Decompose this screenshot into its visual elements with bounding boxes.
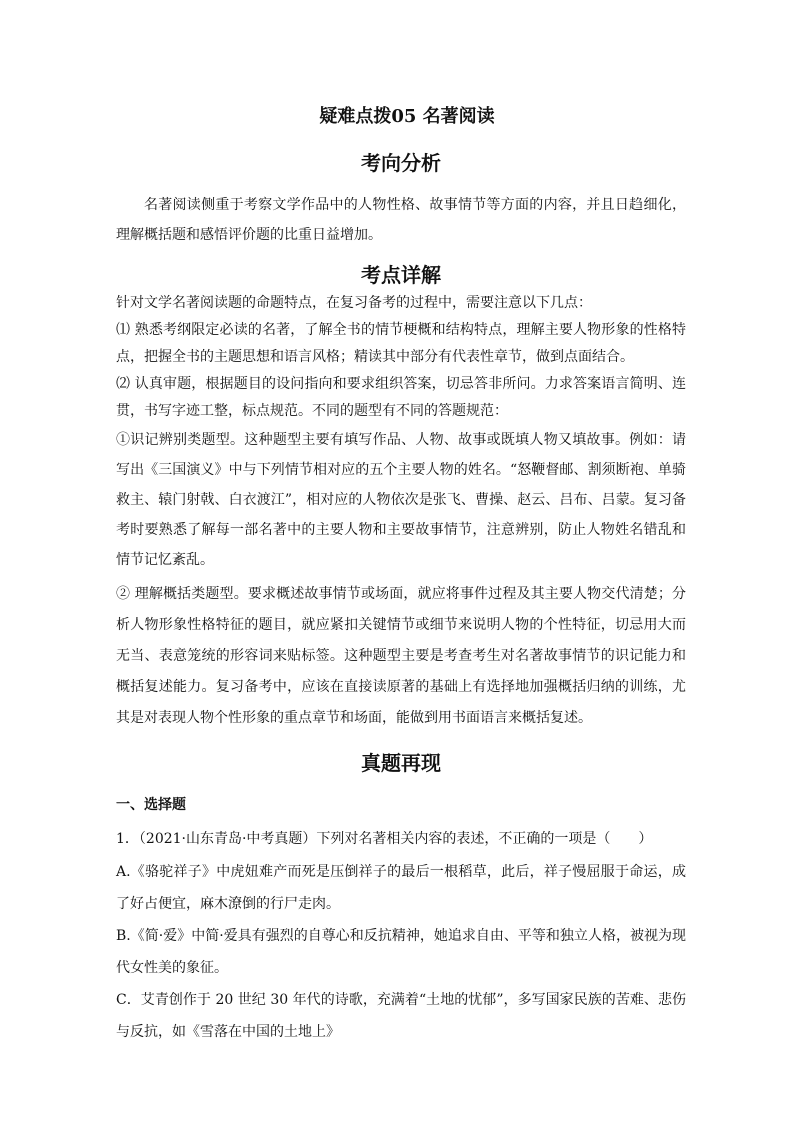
analysis-paragraph: 名著阅读侧重于考察文学作品中的人物性格、故事情节等方面的内容，并且日趋细化，理解概括题和感悟评价题的比重日益增加。 (116, 197, 686, 243)
section-heading-detail: 考点详解 (361, 263, 441, 287)
document-title: 疑难点拨05 名著阅读 (319, 106, 495, 127)
choice-subheading: 一、选择题 (116, 797, 186, 813)
question-1-option-a: A.《骆驼祥子》中虎妞难产而死是压倒祥子的最后一根稻草，此后，祥子慢屈服于命运，成了好占便宜，麻木潦倒的行尸走肉。 (116, 864, 686, 912)
detail-point-2: ⑵ 认真审题，根据题目的设问指向和要求组织答案，切忌答非所问。力求答案语言简明、连贯，书写字迹工整，标点规范。不同的题型有不同的答题规范： (116, 376, 686, 419)
question-1 (116, 822, 686, 1048)
detail-type-2: ② 理解概括类题型。要求概述故事情节或场面，就应将事件过程及其主要人物交代清楚；分析人物形象性格特征的题目，就应紧扣关键情节或细节来说明人物的个性特征，切忌用大而无当、表意笼统的形容词来贴标签。这种题型主要是考查考生对名著故事情节的识记能力和概括复述能力。复习备考中，应该在直接读原著的基础上有选择地加强概括归纳的训练，尤其是对表现人物个性形象的重点章节和场面，能做到用书面语言来概括复述。 (116, 586, 686, 726)
detail-point-1: ⑴ 熟悉考纲限定必读的名著，了解全书的情节梗概和结构特点，理解主要人物形象的性格特点，把握全书的主题思想和语言风格；精读其中部分有代表性章节，做到点面结合。 (116, 322, 686, 365)
question-1-stem: 1．（2021·山东青岛·中考真题）下列对名著相关内容的表述，不正确的一项是（ ） (116, 831, 653, 847)
question-1-option-b: B.《简·爱》中简·爱具有强烈的自尊心和反抗精神，她追求自由、平等和独立人格，被视为现代女性美的象征。 (116, 928, 686, 976)
section-heading-real: 真题再现 (361, 751, 441, 775)
detail-type-1: ①识记辨别类题型。这种题型主要有填写作品、人物、故事或既填人物又填故事。例如：请写出《三国演义》中与下列情节相对应的五个主要人物的姓名。“怒鞭督邮、割须断袍、单骑救主、辕门射戟、白衣渡江”，相对应的人物依次是张飞、曹操、赵云、吕布、吕蒙。复习备考时要熟悉了解每一部名著中的主要人物和主要故事情节，注意辨别，防止人物姓名错乱和情节记忆紊乱。 (116, 432, 686, 568)
section-heading-analysis: 考向分析 (361, 151, 441, 175)
detail-intro: 针对文学名著阅读题的命题特点，在复习备考的过程中，需要注意以下几点： (116, 295, 592, 311)
question-1-option-c: C．艾青创作于 20 世纪 30 年代的诗歌，充满着“土地的忧郁”，多写国家民族的苦难、悲伤与反抗，如《雪落在中国的土地上》 (116, 992, 686, 1040)
